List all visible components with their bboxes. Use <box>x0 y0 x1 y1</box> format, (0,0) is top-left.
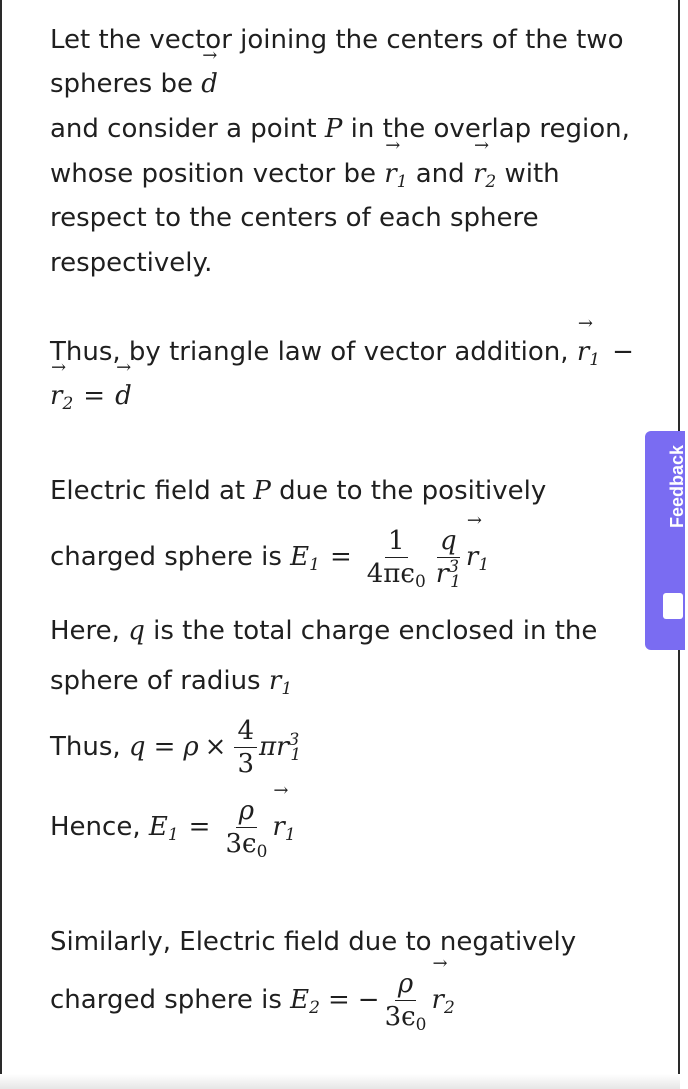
fraction-1-over-4pi-eps0: $\frac{1}{4\pi\epsilon_0}$ <box>366 526 426 592</box>
p2-line2: → $r_2 =\to d$ <box>50 374 132 418</box>
p1-line6: respectively. <box>50 248 213 278</box>
p3-line2: charged sphere is $E_1$ = $\frac{1}{4\pi\epsilon_0}$ $\frac{q}{r^3_1}$ → $r_1$ <box>50 527 489 587</box>
p1-line4: whose position vector be → $r_1$ and → $r_2$ with <box>50 152 560 196</box>
left-border <box>0 0 2 1089</box>
p7-line1: Similarly, Electric field due to negatively <box>50 927 577 957</box>
fraction-q-over-r1-cubed: $\frac{q}{r^3_1}$ <box>435 526 461 592</box>
bottom-shadow <box>0 1074 680 1089</box>
p6-line: Hence, $E_1$ = $\frac{\rho}{3\epsilon_0}$ → $r_1$ <box>50 797 296 857</box>
p1-line2: spheres be → d <box>50 62 218 106</box>
p1-line3: and consider a point P in the overlap region, <box>50 114 630 144</box>
p1-line1: Let the vector joining the centers of the two <box>50 25 624 55</box>
feedback-icon <box>663 593 683 619</box>
p4-line1: Here, q is the total charge enclosed in the <box>50 616 598 646</box>
p4-line2: sphere of radius $r_1$ <box>50 666 293 699</box>
point-p: P <box>324 114 343 144</box>
p3-line1: Electric field at P due to the positively <box>50 476 547 506</box>
fraction-4-over-3: $\frac{4}{3}$ <box>234 718 257 777</box>
p1-line5: respect to the centers of each sphere <box>50 203 539 233</box>
p5-line: Thus, q = ρ × $\frac{4}{3}$ $\pi r^3_1$ <box>50 716 302 779</box>
feedback-tab[interactable] <box>645 431 685 650</box>
p7-line2: charged sphere is $E_2$ = − $\frac{\rho}{3\epsilon_0}$ → $r_2$ <box>50 970 455 1030</box>
fraction-rho-over-3eps0: $\frac{\rho}{3\epsilon_0}$ <box>225 796 268 862</box>
vector-d: → d <box>201 62 218 106</box>
feedback-label: Feedback <box>667 445 687 529</box>
p2-line1: Thus, by triangle law of vector addition, → $r_1$ − <box>50 330 634 374</box>
symbol-e1: $E_1$ <box>290 542 320 575</box>
vector-r2: → $r_2$ <box>473 152 496 196</box>
vector-r1: → $r_1$ <box>384 152 407 196</box>
fraction-rho-over-3eps0-neg: $\frac{\rho}{3\epsilon_0}$ <box>384 969 427 1035</box>
